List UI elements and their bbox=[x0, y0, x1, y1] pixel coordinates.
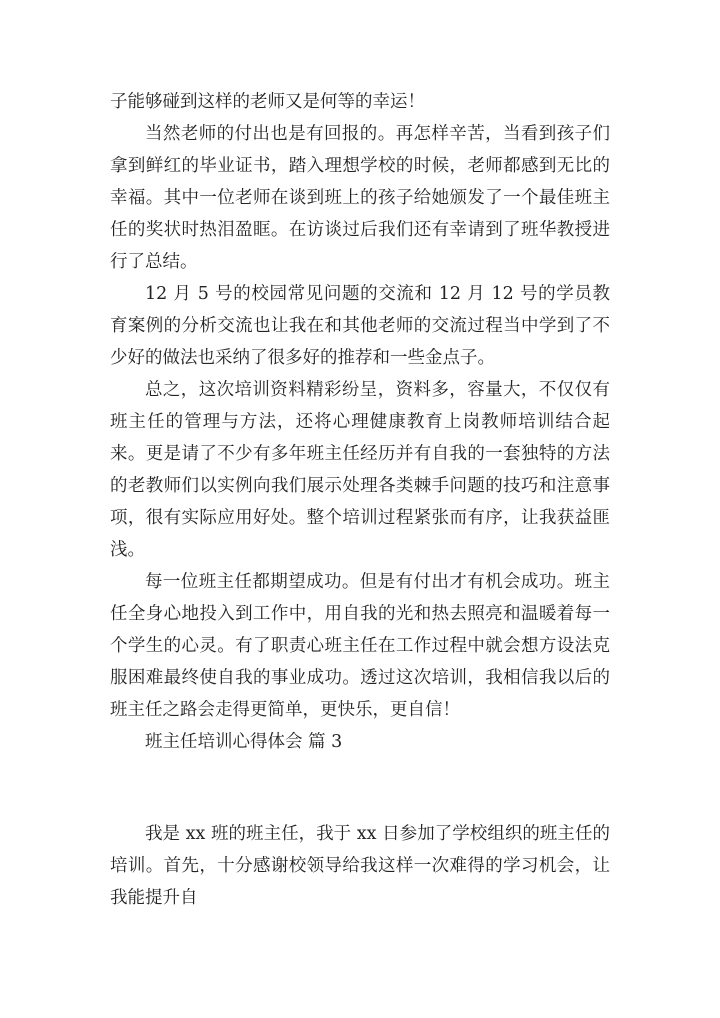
paragraph-introduction: 我是 xx 班的班主任，我于 xx 日参加了学校组织的班主任的培训。首先，十分感谢校领导给我这样一次难得的学习机会，让我能提升自 bbox=[110, 824, 610, 908]
section-spacer bbox=[110, 758, 610, 818]
paragraph-success: 每一位班主任都期望成功。但是有付出才有机会成功。班主任全身心地投入到工作中，用自我的光和热去照亮和温暖着每一个学生的心灵。有了职责心班主任在工作过程中就会想方设法克服困难最终使自我的事业成功。透过这次培训，我相信我以后的班主任之路会走得更简单，更快乐，更自信！ bbox=[110, 572, 610, 720]
paragraph-summary: 总之，这次培训资料精彩纷呈，资料多，容量大，不仅仅有班主任的管理与方法，还将心理健康教育上岗教师培训结合起来。更是请了不少有多年班主任经历并有自我的一套独特的方法的老教师们以实例向我们展示处理各类棘手问题的技巧和注意事项，很有实际应用好处。整个培训过程紧张而有序，让我获益匪浅。 bbox=[110, 380, 610, 560]
paragraph-continuation: 子能够碰到这样的老师又是何等的幸运！ bbox=[110, 92, 425, 112]
paragraph-case-exchange: 12 月 5 号的校园常见问题的交流和 12 月 12 号的学员教育案例的分析交流也让我在和其他老师的交流过程当中学到了不少好的做法也采纳了很多好的推荐和一些金点子。 bbox=[110, 284, 610, 368]
document-body bbox=[110, 86, 610, 914]
section-heading: 班主任培训心得体会 篇 3 bbox=[145, 732, 343, 752]
paragraph-teacher-reward: 当然老师的付出也是有回报的。再怎样辛苦，当看到孩子们拿到鲜红的毕业证书，踏入理想学校的时候，老师都感到无比的幸福。其中一位老师在谈到班上的孩子给她颁发了一个最佳班主任的奖状时热泪盈眶。在访谈过后我们还有幸请到了班华教授进行了总结。 bbox=[110, 124, 610, 272]
